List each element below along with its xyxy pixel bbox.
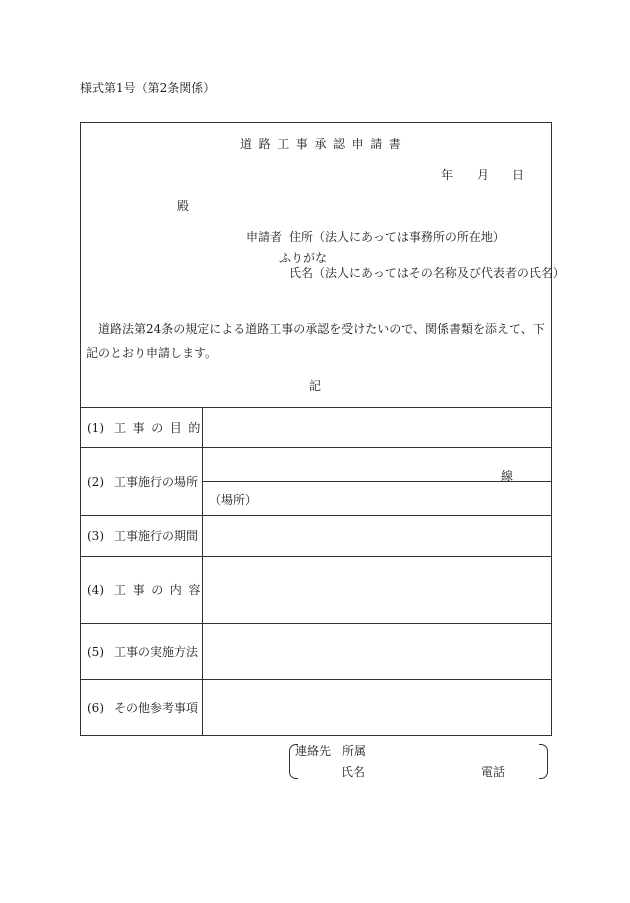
date-year: 年 <box>441 168 454 182</box>
row-2-label: 工事施行の場所 <box>114 475 199 489</box>
application-statement: 道路法第24条の規定による道路工事の承認を受けたいので、関係書類を添えて、下記のとおり申請します。 <box>86 322 545 360</box>
row-divider-2 <box>80 515 552 516</box>
row-5-label: 工事の実施方法 <box>114 645 199 659</box>
contact-name-label: 氏名 <box>341 765 366 779</box>
form-number: 様式第1号（第2条関係） <box>80 81 216 95</box>
addressee-suffix: 殿 <box>177 199 190 213</box>
applicant-address-label: 住所（法人にあっては事務所の所在地） <box>289 230 505 244</box>
row-divider-5 <box>80 679 552 680</box>
place-label: （場所） <box>209 493 258 507</box>
date-month: 月 <box>477 168 490 182</box>
contact-label: 連絡先 <box>295 744 332 758</box>
form-title: 道路工事承認申請書 <box>240 137 408 151</box>
applicant-name-label: 氏名（法人にあってはその名称及び代表者の氏名） <box>289 266 565 280</box>
row-4-number: (4) <box>87 583 104 597</box>
row-1-number: (1) <box>87 421 104 435</box>
applicant-label: 申請者 <box>246 230 283 244</box>
route-line-suffix: 線 <box>501 469 514 483</box>
table-top-rule <box>80 407 552 408</box>
row-divider-1 <box>80 447 552 448</box>
row-1-label: 工事の目的 <box>114 421 208 435</box>
row-5-number: (5) <box>87 645 104 659</box>
row-divider-4 <box>80 623 552 624</box>
date-day: 日 <box>512 168 525 182</box>
contact-phone-label: 電話 <box>481 765 506 779</box>
row-6-number: (6) <box>87 701 104 715</box>
row-3-number: (3) <box>87 529 104 543</box>
row-6-label: その他参考事項 <box>114 701 199 715</box>
applicant-furigana-label: ふりがな <box>279 251 328 265</box>
row-2-inner-divider <box>202 481 552 482</box>
contact-affiliation-label: 所属 <box>342 744 367 758</box>
row-3-label: 工事施行の期間 <box>114 529 199 543</box>
label-column-divider <box>202 407 203 736</box>
row-2-number: (2) <box>87 475 104 489</box>
row-divider-3 <box>80 556 552 557</box>
contact-bracket-right <box>539 744 548 779</box>
row-4-label: 工事の内容 <box>114 583 208 597</box>
ki-heading: 記 <box>309 379 322 393</box>
